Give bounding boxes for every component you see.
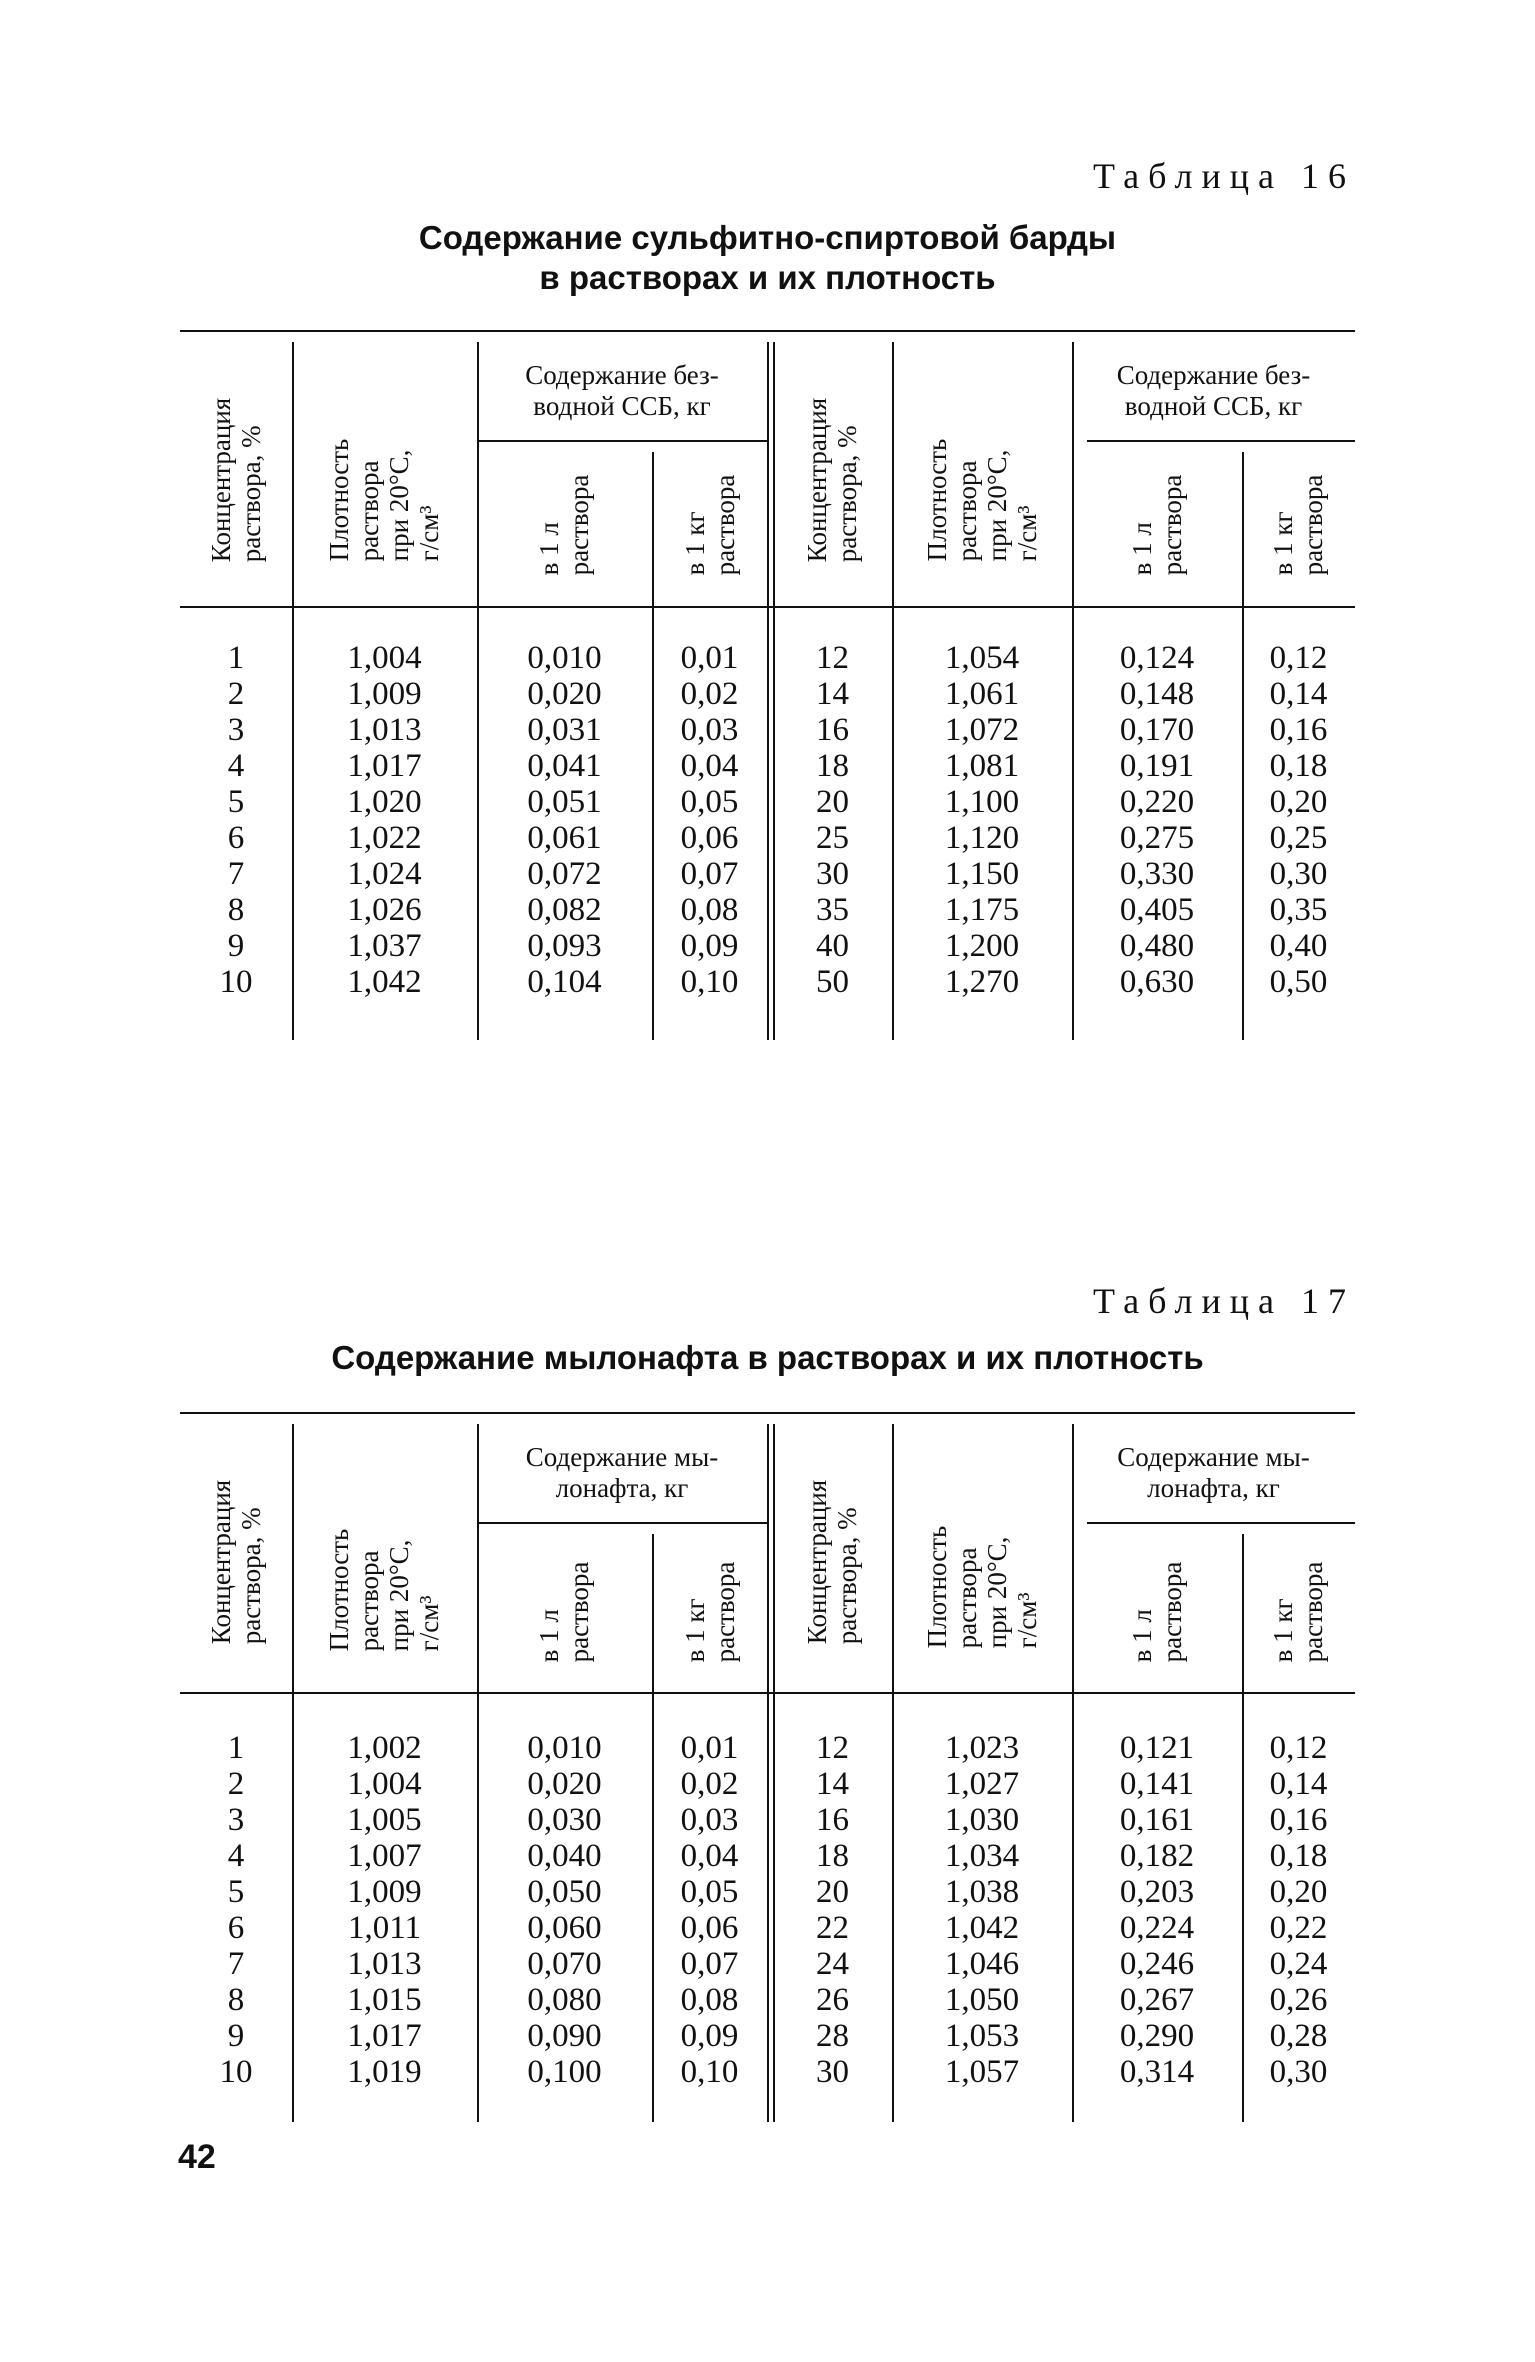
table-cell: 1,120 xyxy=(944,820,1020,856)
table-cell: 0,020 xyxy=(527,1766,602,1802)
table-label: Таблица 17 xyxy=(1093,1281,1355,1321)
table-cell: 0,22 xyxy=(1269,1910,1328,1946)
table-cell: 0,03 xyxy=(680,1802,739,1838)
header-density: Плотность раствора при 20°С, г/см³ xyxy=(324,438,444,562)
table-cell: 6 xyxy=(227,820,245,856)
table-cell: 0,182 xyxy=(1119,1838,1195,1874)
table-cell: 0,02 xyxy=(680,676,739,712)
table-cell: 8 xyxy=(227,892,245,928)
table-cell: 0,14 xyxy=(1269,1766,1328,1802)
group-rule xyxy=(1087,1522,1355,1524)
table-cell: 50 xyxy=(816,964,849,1000)
table-cell: 1,042 xyxy=(347,964,422,1000)
table-cell: 1,042 xyxy=(944,1910,1020,1946)
column-per-kg xyxy=(1242,1730,1355,2090)
table-cell: 0,203 xyxy=(1119,1874,1195,1910)
table-cell: 12 xyxy=(816,640,849,676)
table-top-rule xyxy=(180,330,1355,332)
column-density xyxy=(292,640,477,1000)
table-cell: 2 xyxy=(227,676,245,712)
table-cell: 1,061 xyxy=(944,676,1020,712)
table-title-line: Содержание мылонафта в растворах и их плотность xyxy=(331,1339,1204,1376)
table-top-rule xyxy=(180,1412,1355,1414)
table-cell: 0,148 xyxy=(1119,676,1195,712)
table-cell: 0,104 xyxy=(527,964,602,1000)
table-cell: 10 xyxy=(219,2054,253,2090)
table-cell: 0,35 xyxy=(1269,892,1328,928)
table-cell: 0,06 xyxy=(680,820,739,856)
table-cell: 0,480 xyxy=(1119,928,1195,964)
table-cell: 0,041 xyxy=(527,748,602,784)
group-rule xyxy=(477,440,767,442)
table-cell: 1,013 xyxy=(347,712,422,748)
page-number: 42 xyxy=(178,2138,216,2176)
table-cell: 0,28 xyxy=(1269,2018,1328,2054)
table-cell: 0,18 xyxy=(1269,1838,1328,1874)
table-cell: 1 xyxy=(227,640,245,676)
column-per-kg xyxy=(652,1730,767,2090)
table-cell: 12 xyxy=(816,1730,849,1766)
table-cell: 30 xyxy=(816,2054,849,2090)
table-cell: 1,020 xyxy=(347,784,422,820)
table-cell: 0,01 xyxy=(680,1730,739,1766)
table-cell: 18 xyxy=(816,1838,849,1874)
table-cell: 7 xyxy=(227,856,245,892)
table-cell: 1,030 xyxy=(944,1802,1020,1838)
column-rule xyxy=(767,342,769,1040)
header-per-liter: в 1 л раствора xyxy=(1127,1561,1187,1663)
table-cell: 40 xyxy=(816,928,849,964)
table-cell: 1,150 xyxy=(944,856,1020,892)
table-cell: 0,03 xyxy=(680,712,739,748)
table-cell: 10 xyxy=(219,964,253,1000)
table-cell: 0,07 xyxy=(680,856,739,892)
column-per-liter xyxy=(1072,640,1242,1000)
table-cell: 0,080 xyxy=(527,1982,602,2018)
table-cell: 1,026 xyxy=(347,892,422,928)
table-cell: 0,30 xyxy=(1269,2054,1328,2090)
table-cell: 0,24 xyxy=(1269,1946,1328,1982)
table-cell: 20 xyxy=(816,784,849,820)
table-cell: 1,057 xyxy=(944,2054,1020,2090)
table-cell: 28 xyxy=(816,2018,849,2054)
table-cell: 1,037 xyxy=(347,928,422,964)
table-cell: 0,05 xyxy=(680,784,739,820)
table-cell: 14 xyxy=(816,676,849,712)
column-per-liter xyxy=(477,640,652,1000)
table-cell: 0,051 xyxy=(527,784,602,820)
header-concentration: Концентрация раствора, % xyxy=(206,1479,266,1645)
table-cell: 0,05 xyxy=(680,1874,739,1910)
table-cell: 0,124 xyxy=(1119,640,1195,676)
table-cell: 2 xyxy=(227,1766,245,1802)
table-cell: 1,005 xyxy=(347,1802,422,1838)
table-cell: 5 xyxy=(227,784,245,820)
column-density xyxy=(292,1730,477,2090)
data-table xyxy=(180,330,1355,1040)
table-cell: 1,004 xyxy=(347,640,422,676)
table-cell: 0,20 xyxy=(1269,784,1328,820)
header-group: Содержание мы- лонафта, кг xyxy=(1117,1442,1310,1503)
table-cell: 0,070 xyxy=(527,1946,602,1982)
table-title xyxy=(0,218,1535,298)
table-cell: 0,08 xyxy=(680,892,739,928)
header-density: Плотность раствора при 20°С, г/см³ xyxy=(922,1525,1042,1649)
header-per-liter: в 1 л раствора xyxy=(1127,474,1187,576)
table-cell: 0,50 xyxy=(1269,964,1328,1000)
table-cell: 0,246 xyxy=(1119,1946,1195,1982)
table-cell: 0,09 xyxy=(680,2018,739,2054)
table-cell: 35 xyxy=(816,892,849,928)
table-cell: 1,024 xyxy=(347,856,422,892)
table-cell: 1,072 xyxy=(944,712,1020,748)
table-cell: 0,08 xyxy=(680,1982,739,2018)
column-per-liter xyxy=(1072,1730,1242,2090)
table-cell: 0,275 xyxy=(1119,820,1195,856)
header-per-liter: в 1 л раствора xyxy=(534,474,594,576)
header-concentration: Концентрация раствора, % xyxy=(206,397,266,563)
table-cell: 0,01 xyxy=(680,640,739,676)
group-rule xyxy=(477,1522,767,1524)
table-cell: 1,053 xyxy=(944,2018,1020,2054)
table-cell: 0,14 xyxy=(1269,676,1328,712)
table-cell: 0,12 xyxy=(1269,1730,1328,1766)
table-cell: 1,034 xyxy=(944,1838,1020,1874)
header-per-kg: в 1 кг раствора xyxy=(680,1561,740,1663)
table-cell: 0,161 xyxy=(1119,1802,1195,1838)
header-group: Содержание без- водной ССБ, кг xyxy=(1116,360,1311,421)
column-rule xyxy=(767,1424,769,2122)
table-cell: 0,050 xyxy=(527,1874,602,1910)
table-cell: 7 xyxy=(227,1946,245,1982)
table-cell: 1,200 xyxy=(944,928,1020,964)
table-cell: 0,061 xyxy=(527,820,602,856)
header-concentration: Концентрация раствора, % xyxy=(802,1479,862,1645)
table-cell: 0,04 xyxy=(680,748,739,784)
table-cell: 18 xyxy=(816,748,849,784)
table-cell: 16 xyxy=(816,1802,849,1838)
table-cell: 0,02 xyxy=(680,1766,739,1802)
table-cell: 0,07 xyxy=(680,1946,739,1982)
table-cell: 0,25 xyxy=(1269,820,1328,856)
column-concentration xyxy=(773,640,892,1000)
table-cell: 1,009 xyxy=(347,1874,422,1910)
table-cell: 0,10 xyxy=(680,2054,739,2090)
table-cell: 30 xyxy=(816,856,849,892)
table-cell: 0,224 xyxy=(1119,1910,1195,1946)
table-cell: 0,121 xyxy=(1119,1730,1195,1766)
table-cell: 3 xyxy=(227,1802,245,1838)
table-cell: 0,220 xyxy=(1119,784,1195,820)
table-cell: 0,010 xyxy=(527,640,602,676)
table-cell: 0,093 xyxy=(527,928,602,964)
table-cell: 0,072 xyxy=(527,856,602,892)
table-cell: 9 xyxy=(227,928,245,964)
table-cell: 0,100 xyxy=(527,2054,602,2090)
table-cell: 20 xyxy=(816,1874,849,1910)
column-per-kg xyxy=(652,640,767,1000)
table-cell: 0,04 xyxy=(680,1838,739,1874)
table-label: Таблица 16 xyxy=(1093,156,1355,196)
table-cell: 1,013 xyxy=(347,1946,422,1982)
table-cell: 0,330 xyxy=(1119,856,1195,892)
table-cell: 0,26 xyxy=(1269,1982,1328,2018)
table-cell: 0,314 xyxy=(1119,2054,1195,2090)
column-concentration xyxy=(180,1730,292,2090)
table-cell: 1,100 xyxy=(944,784,1020,820)
table-cell: 0,191 xyxy=(1119,748,1195,784)
table-cell: 0,010 xyxy=(527,1730,602,1766)
table-cell: 0,06 xyxy=(680,1910,739,1946)
table-cell: 1,027 xyxy=(944,1766,1020,1802)
table-cell: 8 xyxy=(227,1982,245,2018)
table-cell: 1,009 xyxy=(347,676,422,712)
table-cell: 1,022 xyxy=(347,820,422,856)
table-cell: 1,002 xyxy=(347,1730,422,1766)
header-density: Плотность раствора при 20°С, г/см³ xyxy=(922,438,1042,562)
column-per-liter xyxy=(477,1730,652,2090)
table-cell: 0,040 xyxy=(527,1838,602,1874)
table-cell: 4 xyxy=(227,748,245,784)
table-cell: 0,40 xyxy=(1269,928,1328,964)
table-cell: 1,011 xyxy=(347,1910,422,1946)
table-cell: 0,082 xyxy=(527,892,602,928)
table-cell: 25 xyxy=(816,820,849,856)
table-cell: 0,405 xyxy=(1119,892,1195,928)
table-cell: 0,267 xyxy=(1119,1982,1195,2018)
header-per-kg: в 1 кг раствора xyxy=(1268,1561,1328,1663)
table-cell: 0,630 xyxy=(1119,964,1195,1000)
table-cell: 0,30 xyxy=(1269,856,1328,892)
column-per-kg xyxy=(1242,640,1355,1000)
header-per-kg: в 1 кг раствора xyxy=(680,474,740,576)
table-cell: 0,09 xyxy=(680,928,739,964)
table-cell: 1,038 xyxy=(944,1874,1020,1910)
table-cell: 1,046 xyxy=(944,1946,1020,1982)
table-cell: 1,015 xyxy=(347,1982,422,2018)
table-cell: 1,081 xyxy=(944,748,1020,784)
column-density xyxy=(892,1730,1072,2090)
table-cell: 26 xyxy=(816,1982,849,2018)
group-rule xyxy=(1087,440,1355,442)
table-cell: 4 xyxy=(227,1838,245,1874)
table-cell: 9 xyxy=(227,2018,245,2054)
table-cell: 0,031 xyxy=(527,712,602,748)
data-table xyxy=(180,1412,1355,2122)
table-cell: 1,270 xyxy=(944,964,1020,1000)
column-density xyxy=(892,640,1072,1000)
column-concentration xyxy=(180,640,292,1000)
table-cell: 1 xyxy=(227,1730,245,1766)
table-title-line: Содержание сульфитно-спиртовой барды xyxy=(418,219,1117,256)
table-cell: 1,054 xyxy=(944,640,1020,676)
table-cell: 1,017 xyxy=(347,748,422,784)
table-cell: 0,141 xyxy=(1119,1766,1195,1802)
table-cell: 14 xyxy=(816,1766,849,1802)
header-group: Содержание мы- лонафта, кг xyxy=(525,1442,719,1503)
table-cell: 0,020 xyxy=(527,676,602,712)
table-cell: 0,16 xyxy=(1269,1802,1328,1838)
table-cell: 0,290 xyxy=(1119,2018,1195,2054)
table-cell: 1,023 xyxy=(944,1730,1020,1766)
table-cell: 0,060 xyxy=(527,1910,602,1946)
header-group: Содержание без- водной ССБ, кг xyxy=(525,360,719,421)
table-cell: 1,017 xyxy=(347,2018,422,2054)
table-cell: 0,170 xyxy=(1119,712,1195,748)
table-cell: 1,004 xyxy=(347,1766,422,1802)
table-cell: 6 xyxy=(227,1910,245,1946)
table-cell: 1,019 xyxy=(347,2054,422,2090)
table-cell: 0,16 xyxy=(1269,712,1328,748)
table-cell: 1,050 xyxy=(944,1982,1020,2018)
table-cell: 0,10 xyxy=(680,964,739,1000)
column-concentration xyxy=(773,1730,892,2090)
header-concentration: Концентрация раствора, % xyxy=(802,397,862,563)
table-cell: 22 xyxy=(816,1910,849,1946)
table-cell: 16 xyxy=(816,712,849,748)
table-cell: 0,090 xyxy=(527,2018,602,2054)
table-cell: 5 xyxy=(227,1874,245,1910)
header-per-kg: в 1 кг раствора xyxy=(1268,474,1328,576)
table-cell: 1,175 xyxy=(944,892,1020,928)
table-title-line: в растворах и их плотность xyxy=(539,259,996,296)
table-cell: 24 xyxy=(816,1946,849,1982)
table-cell: 1,007 xyxy=(347,1838,422,1874)
header-density: Плотность раствора при 20°С, г/см³ xyxy=(324,1528,444,1652)
table-title xyxy=(0,1338,1535,1378)
table-cell: 0,20 xyxy=(1269,1874,1328,1910)
table-cell: 3 xyxy=(227,712,245,748)
table-cell: 0,12 xyxy=(1269,640,1328,676)
table-cell: 0,030 xyxy=(527,1802,602,1838)
table-cell: 0,18 xyxy=(1269,748,1328,784)
header-per-liter: в 1 л раствора xyxy=(534,1561,594,1663)
